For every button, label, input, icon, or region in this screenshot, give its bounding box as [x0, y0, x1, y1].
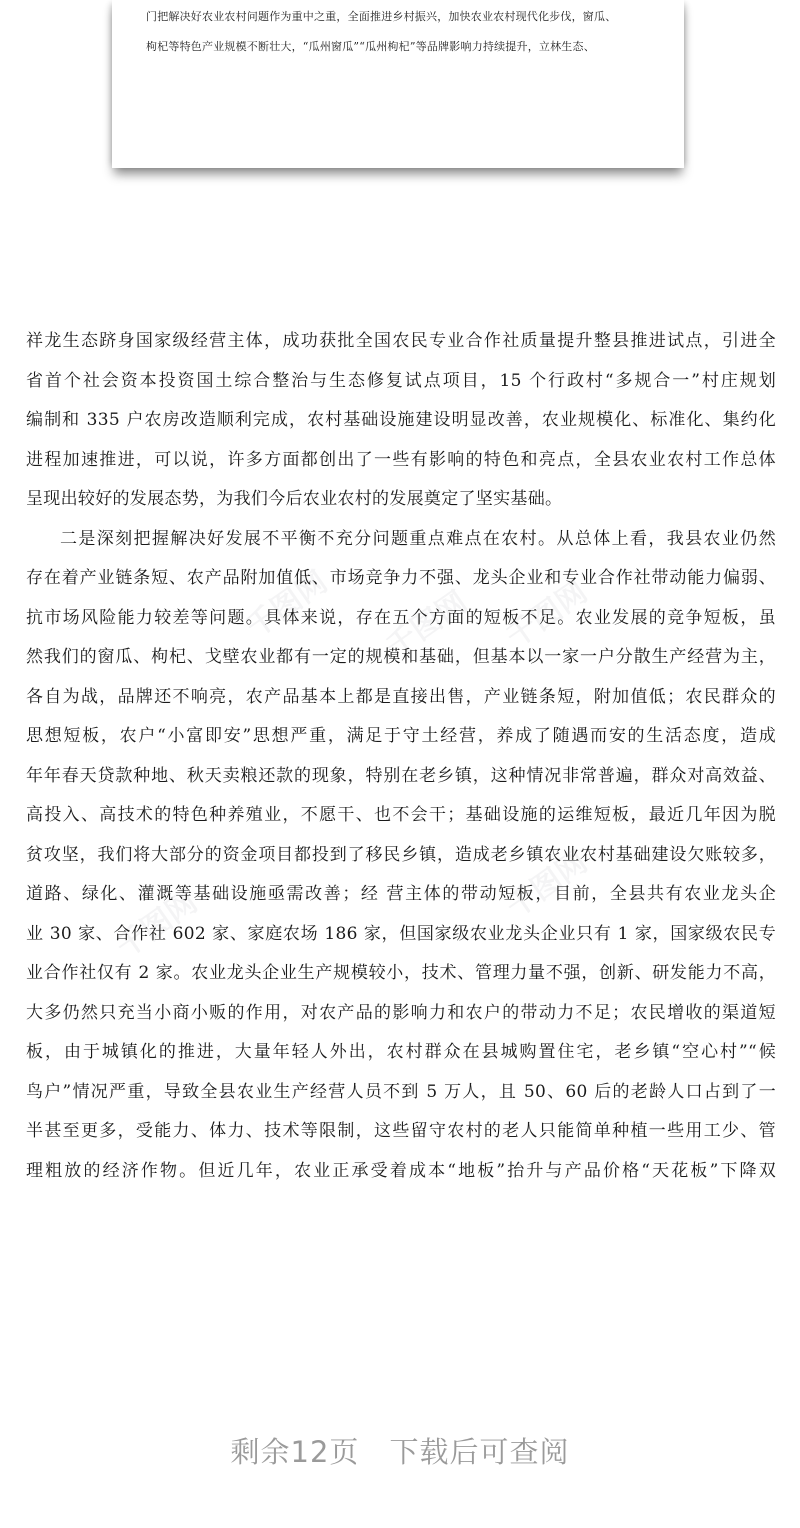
text-line: 半甚至更多，受能力、体力、技术等限制，这些留守农村的老人只能简单种植一些用工少、管 [26, 1121, 776, 1141]
text-line: 然我们的窗瓜、枸杞、戈壁农业都有一定的规模和基础，但基本以一家一户分散生产经营为主， [26, 647, 776, 667]
text-line: 二是深刻把握解决好发展不平衡不充分问题重点难点在农村。从总体上看，我县农业仍然 [60, 528, 776, 549]
text-line: 抗市场风险能力较差等问题。具体来说，存在五个方面的短板不足。农业发展的竞争短板，虽 [26, 607, 776, 628]
text-line: 理粗放的经济作物。但近几年，农业正承受着成本“地板”抬升与产品价格“天花板”下降双 [26, 1160, 776, 1181]
watermark-2: 千图网 [380, 584, 474, 666]
preview-line-1: 门把解决好农业农村问题作为重中之重，全面推进乡村振兴，加快农业农村现代化步伐，窗瓜、 [146, 10, 617, 23]
document-body [26, 322, 776, 1191]
text-line: 思想短板，农户“小富即安”思想严重，满足于守土经营，养成了随遇而安的生活态度，造成 [26, 726, 776, 746]
text-line: 业合作社仅有 2 家。农业龙头企业生产规模较小，技术、管理力量不强，创新、研发能力不高， [26, 963, 776, 983]
preview-page-card [112, 0, 684, 168]
remaining-pages-label: 剩余12页 [230, 1435, 360, 1469]
text-line: 道路、绿化、灌溉等基础设施亟需改善；经 营主体的带动短板，目前，全县共有农业龙头企 [26, 884, 776, 904]
text-line: 鸟户”情况严重，导致全县农业生产经营人员不到 5 万人，且 50、60 后的老龄人口占到了一 [26, 1081, 776, 1102]
watermark-3: 千图网 [500, 574, 594, 656]
text-line: 板，由于城镇化的推进，大量年轻人外出，农村群众在县城购置住宅，老乡镇“空心村”“候 [26, 1042, 776, 1062]
text-line: 年年春天贷款种地、秋天卖粮还款的现象，特别在老乡镇，这种情况非常普遍，群众对高效益、 [26, 765, 776, 786]
watermark-4: 千图网 [110, 884, 204, 966]
text-line: 呈现出较好的发展态势，为我们今后农业农村的发展奠定了坚实基础。 [26, 489, 563, 509]
text-line: 大多仍然只充当小商小贩的作用，对农产品的影响力和农户的带动力不足；农民增收的渠道短 [26, 1002, 776, 1023]
text-line: 存在着产业链条短、农产品附加值低、市场竞争力不强、龙头企业和专业合作社带动能力偏弱、 [26, 568, 776, 588]
text-line: 业 30 家、合作社 602 家、家庭农场 186 家，但国家级农业龙头企业只有 1 家，国家级农民专 [26, 923, 776, 944]
paragraph-2 [26, 520, 776, 1192]
watermark-5: 千图网 [500, 844, 594, 926]
text-line: 贫攻坚，我们将大部分的资金项目都投到了移民乡镇，造成老乡镇农业农村基础建设欠账较多， [26, 844, 776, 865]
download-to-view-label: 下载后可查阅 [389, 1435, 570, 1469]
text-line: 编制和 335 户农房改造顺利完成，农村基础设施建设明显改善，农业规模化、标准化、集约化 [26, 410, 776, 430]
text-line: 祥龙生态跻身国家级经营主体，成功获批全国农民专业合作社质量提升整县推进试点，引进全 [26, 331, 776, 351]
watermark-1: 千图网 [240, 564, 334, 646]
remaining-pages-banner[interactable] [0, 1430, 800, 1471]
preview-line-2: 枸杞等特色产业规模不断壮大，“瓜州窗瓜”“瓜州枸杞”等品牌影响力持续提升，立林生态、 [146, 40, 595, 53]
text-line: 高投入、高技术的特色种养殖业，不愿干、也不会干；基础设施的运维短板，最近几年因为脱 [26, 805, 776, 825]
paragraph-1 [26, 322, 776, 520]
text-line: 进程加速推进，可以说，许多方面都创出了一些有影响的特色和亮点，全县农业农村工作总体 [26, 449, 776, 470]
text-line: 省首个社会资本投资国土综合整治与生态修复试点项目，15 个行政村“多规合一”村庄规划 [26, 370, 776, 391]
text-line: 各自为战，品牌还不响亮，农产品基本上都是直接出售，产业链条短，附加值低；农民群众的 [26, 686, 776, 707]
